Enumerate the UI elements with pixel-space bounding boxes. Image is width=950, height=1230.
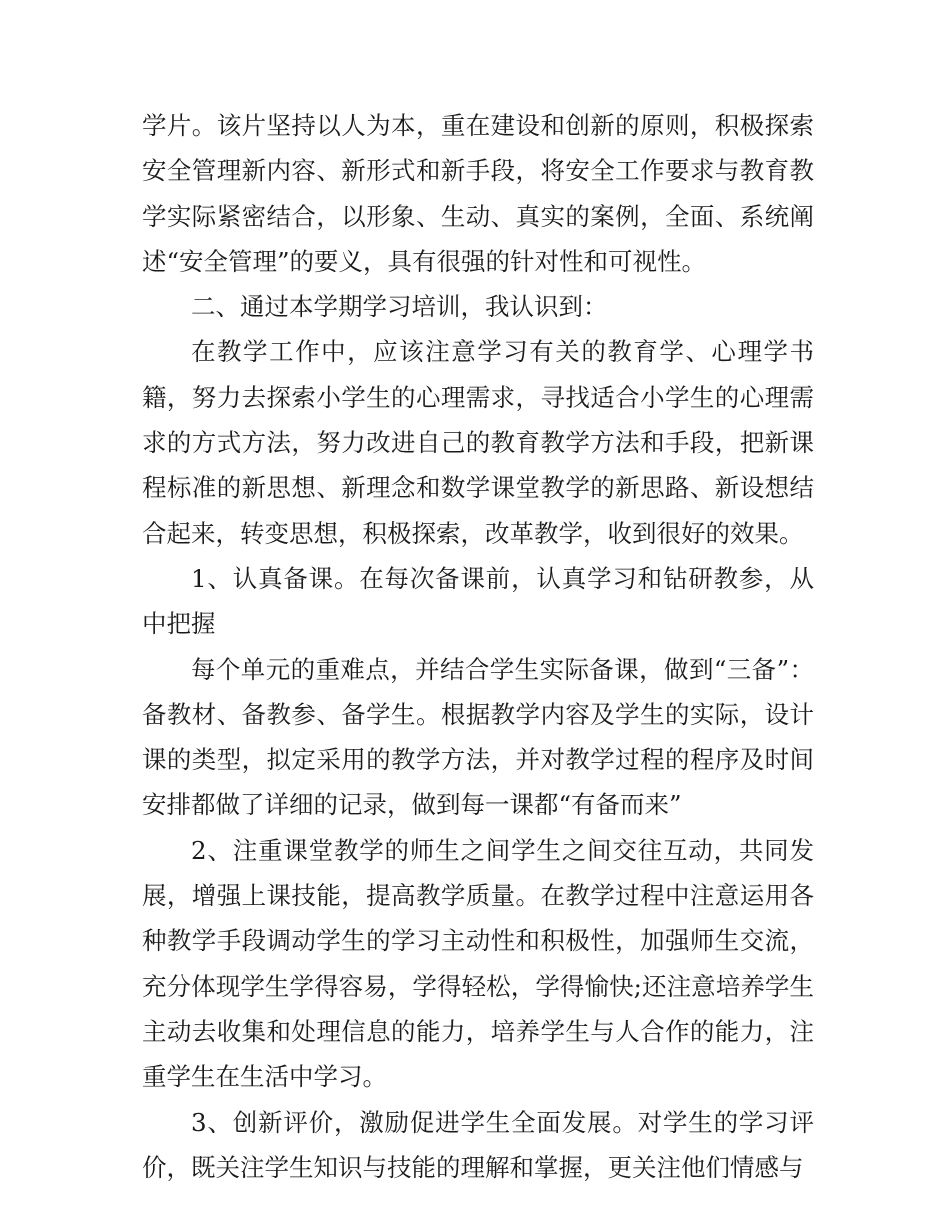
paragraph-4: 1、认真备课。在每次备课前，认真学习和钻研教参，从中把握	[142, 563, 814, 639]
paragraph-1: 学片。该片坚持以人为本，重在建设和创新的原则，积极探索安全管理新内容、新形式和新手段，将安全工作要求与教育教学实际紧密结合，以形象、生动、真实的案例，全面、系统阐述“安全管理”的要义，具有很强的针对性和可视性。	[142, 111, 814, 276]
paragraph-2: 二、通过本学期学习培训，我认识到：	[191, 292, 608, 322]
paragraph-6: 2、注重课堂教学的师生之间学生之间交往互动，共同发展，增强上课技能，提高教学质量。在教学过程中注意运用各种教学手段调动学生的学习主动性和积极性，加强师生交流，充分体现学生学得容易，学得轻松，学得愉快;还注意培养学生主动去收集和处理信息的能力，培养学生与人合作的能力，注重学生在生活中学习。	[142, 835, 814, 1092]
paragraph-7: 3、创新评价，激励促进学生全面发展。对学生的学习评价，既关注学生知识与技能的理解和掌握，更关注他们情感与	[142, 1107, 814, 1182]
body-text	[142, 103, 814, 1190]
paragraph-3: 在教学工作中，应该注意学习有关的教育学、心理学书籍，努力去探索小学生的心理需求，寻找适合小学生的心理需求的方式方法，努力改进自己的教育教学方法和手段，把新课程标准的新思想、新理念和数学课堂教学的新思路、新设想结合起来，转变思想，积极探索，改革教学，收到很好的效果。	[142, 337, 814, 548]
paragraph-5: 每个单元的重难点，并结合学生实际备课，做到“三备”：备教材、备教参、备学生。根据教学内容及学生的实际，设计课的类型，拟定采用的教学方法，并对教学过程的程序及时间安排都做了详细的记录，做到每一课都“有备而来”	[142, 654, 814, 820]
